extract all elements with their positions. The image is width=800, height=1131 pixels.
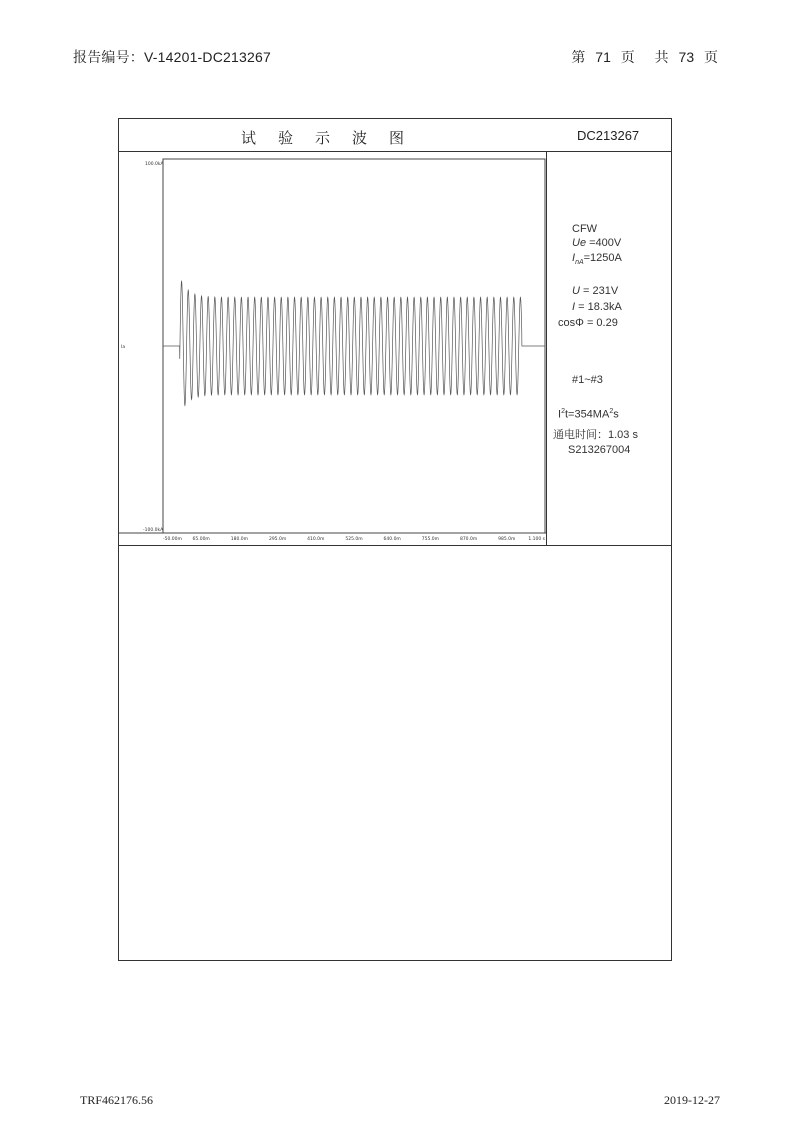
x-tick-label: -50.00m — [163, 537, 182, 542]
ina-symbol: I — [572, 252, 576, 264]
total-prefix: 共 — [654, 49, 669, 65]
page-indicator — [567, 47, 718, 67]
x-tick-label: 1.100 s — [528, 537, 545, 542]
report-number-label: 报告编号： — [73, 49, 144, 65]
page-unit: 页 — [620, 49, 635, 65]
i2t-sup: 2 — [561, 408, 565, 415]
sheet-title-row — [119, 119, 671, 152]
form-code: TRF462176.56 — [80, 1093, 154, 1107]
x-tick-labels — [163, 536, 546, 542]
power-factor: cosΦ = 0.29 — [558, 317, 618, 329]
u-value: = 231V — [579, 285, 619, 297]
x-tick-label: 985.0m — [498, 537, 516, 542]
conduction-time: 通电时间：1.03 s — [553, 429, 638, 441]
test-voltage — [572, 285, 618, 297]
test-current — [572, 301, 622, 313]
ina-value: =1250A — [583, 252, 622, 264]
y-top-label: 100.0kA — [145, 162, 164, 167]
sheet-id: DC213267 — [577, 128, 640, 143]
y-bottom-label: -100.0kA — [143, 528, 164, 533]
sheet-title: 试验示波图 — [241, 129, 427, 147]
plot-frame — [163, 159, 545, 533]
x-tick-label: 180.0m — [230, 537, 249, 542]
oscillogram-chart — [119, 151, 546, 545]
page-prefix: 第 — [571, 49, 586, 65]
current-waveform — [163, 281, 545, 405]
i2t-suffix: s — [613, 408, 619, 421]
x-tick-label: 410.0m — [307, 537, 325, 542]
i2t-middle: t=354MA — [564, 408, 610, 421]
i2t-prefix: I — [558, 408, 562, 421]
record-id: S213267004 — [568, 444, 631, 456]
x-tick-label: 870.0m — [459, 537, 478, 542]
x-tick-label: 525.0m — [345, 537, 363, 542]
x-tick-label: 755.0m — [421, 537, 440, 542]
y-zero-marker: Ia — [121, 345, 126, 350]
test-info-panel — [546, 151, 671, 546]
ue-value: =400V — [586, 237, 622, 249]
u-symbol: U — [572, 285, 580, 297]
oscillogram-sheet — [118, 118, 672, 961]
rated-current — [572, 252, 622, 266]
i-value: = 18.3kA — [575, 301, 622, 313]
page-total: 73 — [678, 49, 695, 65]
i2t-sup2: 2 — [609, 408, 614, 415]
x-tick-label: 295.0m — [268, 537, 287, 542]
i2t-value — [558, 408, 619, 421]
page-current: 71 — [595, 49, 611, 65]
total-unit: 页 — [704, 49, 718, 65]
report-number-value: V-14201-DC213267 — [144, 49, 271, 65]
tested-poles: #1~#3 — [572, 374, 603, 386]
test-type: CFW — [572, 223, 598, 235]
report-number-header — [73, 47, 271, 67]
x-tick-label: 65.00m — [192, 537, 210, 542]
rated-voltage — [572, 237, 621, 249]
ue-symbol: Ue — [572, 237, 587, 249]
i-symbol: I — [572, 301, 576, 313]
oscillogram-cell — [119, 151, 547, 546]
x-tick-label: 640.0m — [383, 537, 401, 542]
report-date: 2019-12-27 — [664, 1093, 720, 1107]
ina-subscript: nA — [575, 259, 584, 267]
